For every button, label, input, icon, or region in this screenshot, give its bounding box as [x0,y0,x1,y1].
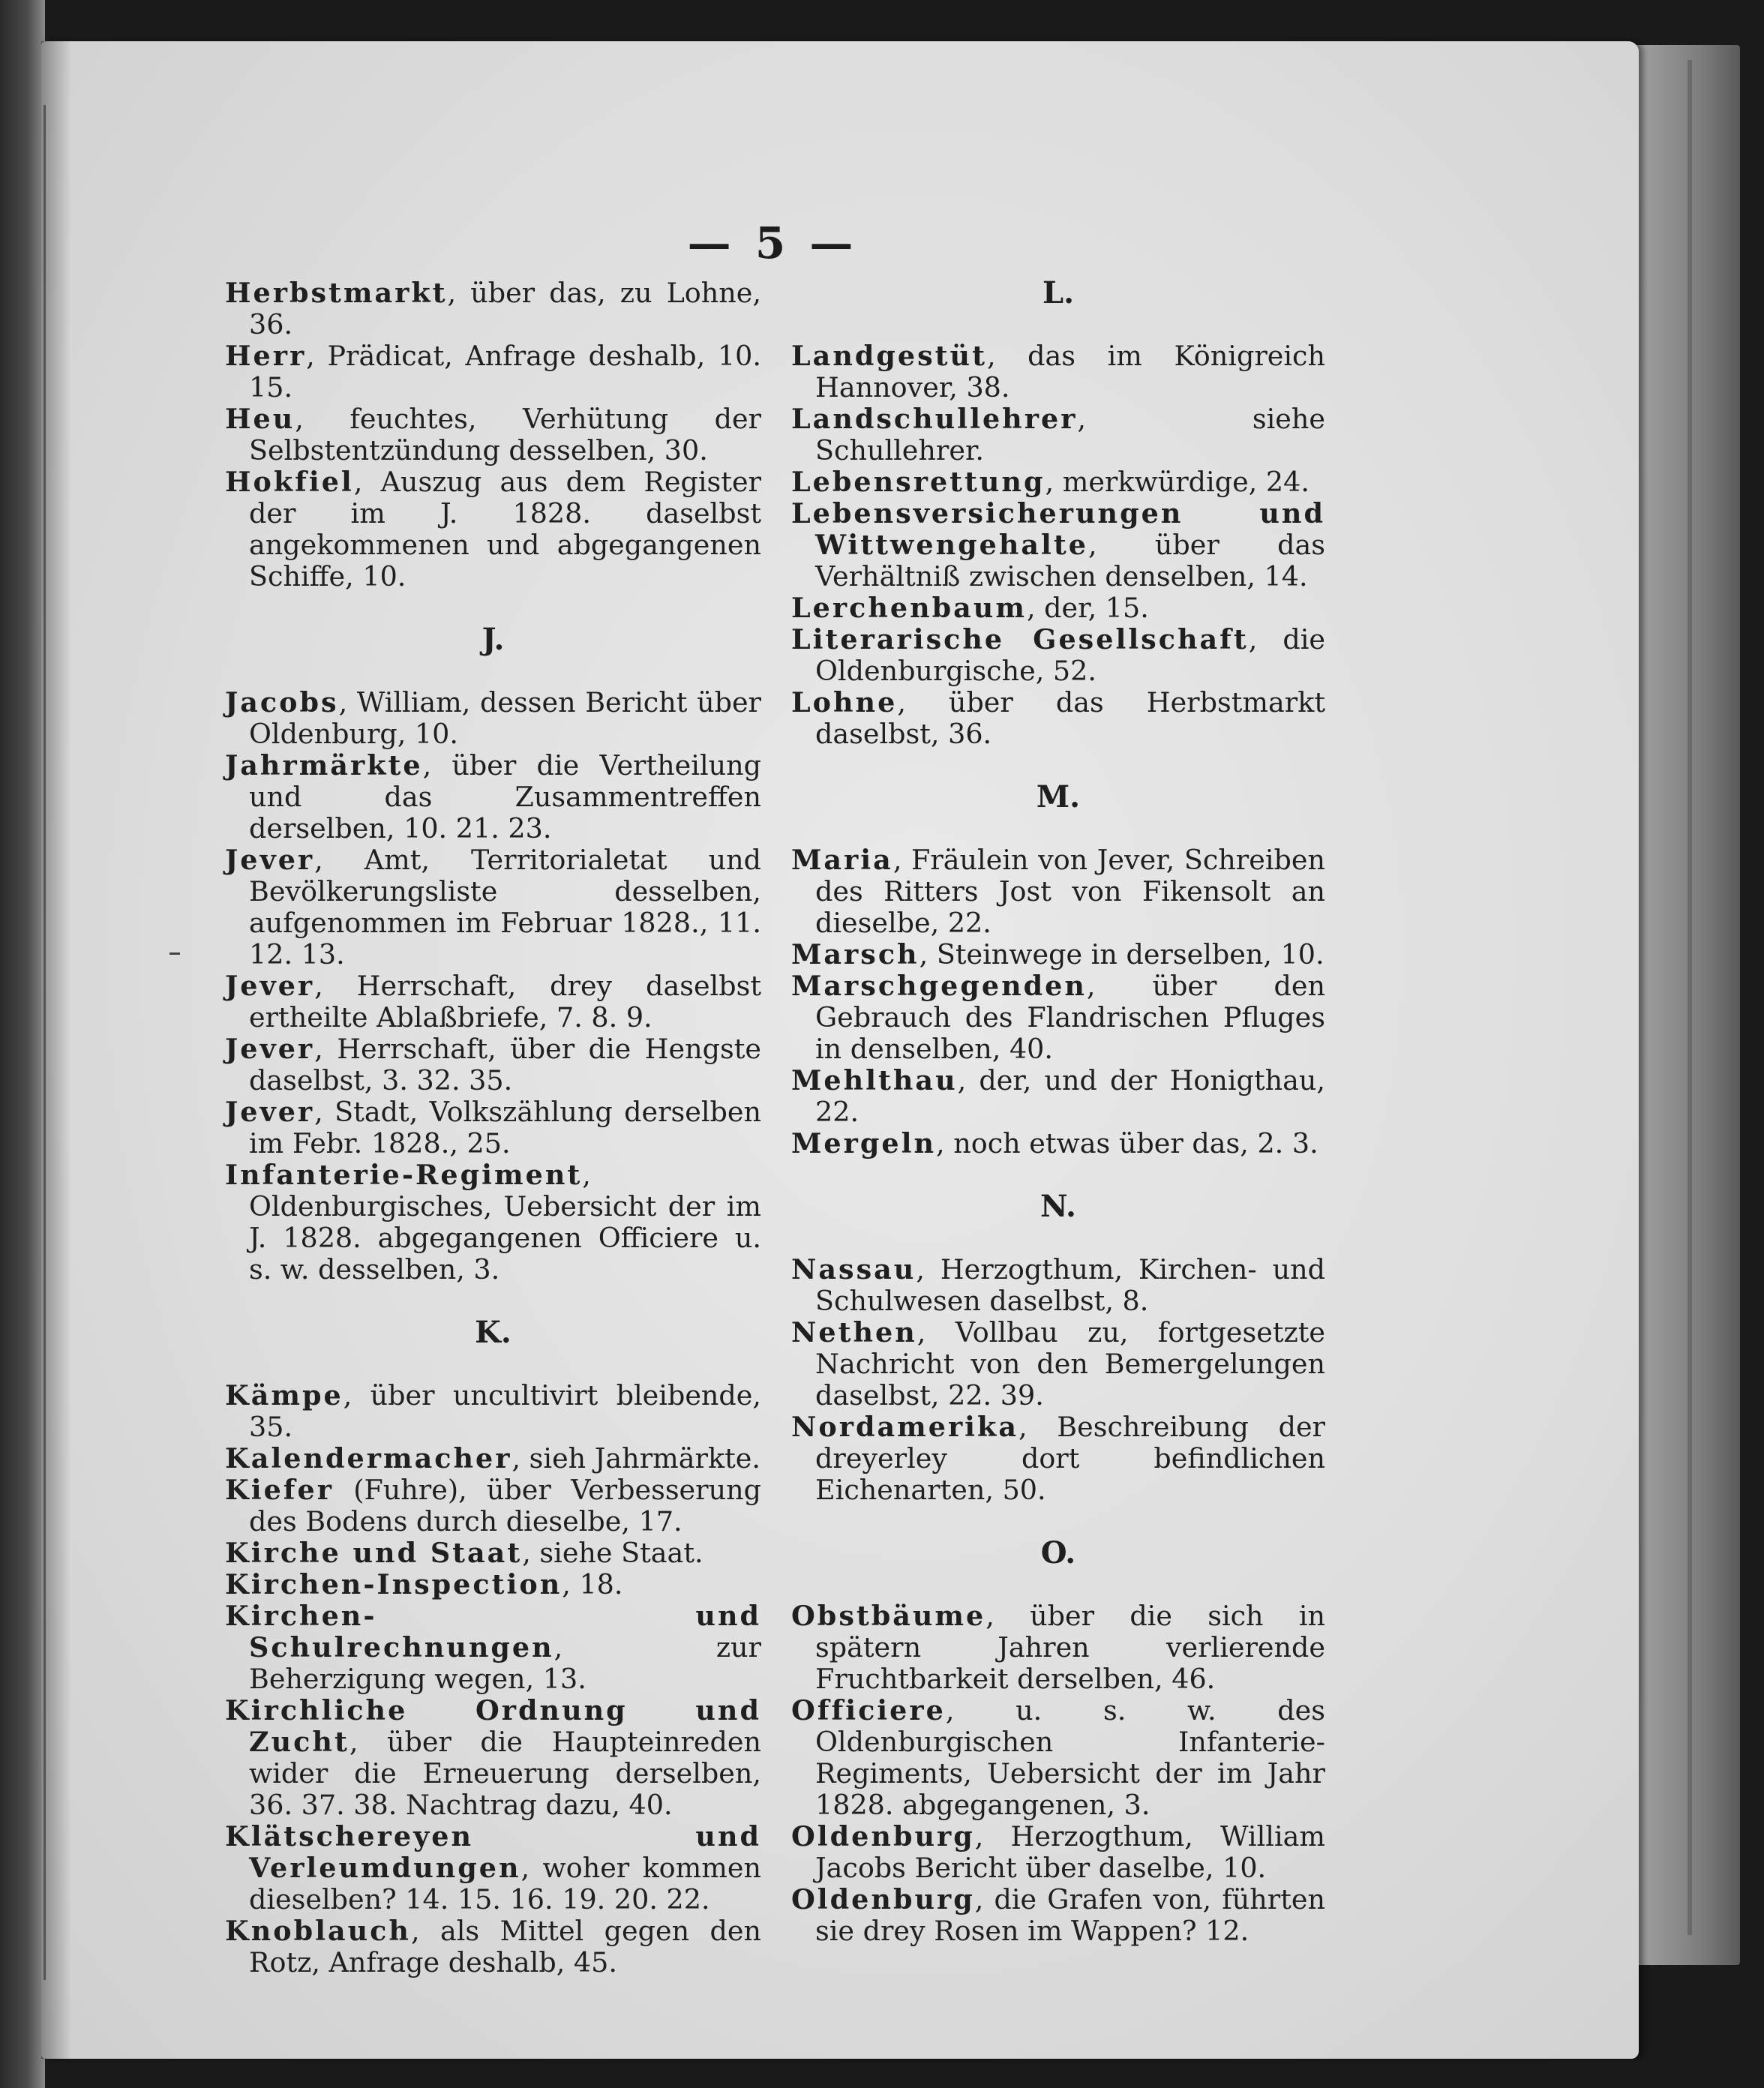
index-entry [791,592,1325,624]
entry-references: , Stadt, Volkszählung derselben im Febr. 1828., 25. [249,1096,761,1160]
section-letter: O. [1040,1535,1076,1570]
index-entry [791,1065,1325,1128]
entry-references: , der, 15. [1026,592,1149,624]
entry-keyword: Kirchen- und Schulrechnungen [225,1600,761,1664]
entry-references: , über das Herbstmarkt daselbst, 36. [815,686,1325,750]
index-entry [225,1443,761,1474]
entry-keyword: Oldenburg [791,1820,975,1852]
entry-keyword: Literarische Gesellschaft [791,623,1249,656]
index-entry [225,1096,761,1160]
entry-keyword: Lohne [791,686,898,718]
entry-references: , Steinwege in derselben, 10. [919,938,1324,970]
entry-keyword: Obstbäume [791,1600,986,1632]
entry-keyword: Infanterie-Regiment [225,1159,583,1191]
index-entry [225,340,761,404]
index-entry [225,687,761,750]
index-entry [791,340,1325,404]
entry-references: , über die sich in spätern Jahren verlierende Fruchtbarkeit derselben, 46. [815,1600,1325,1695]
index-entry [791,844,1325,939]
entry-references: , Fräulein von Jever, Schreiben des Ritters Jost von Fikensolt an dieselbe, 22. [815,844,1325,939]
entry-references: , über uncultivirt bleibende, 35. [249,1379,761,1443]
index-entry [791,1254,1325,1317]
entry-references: , über die Vertheilung und das Zusammentreffen derselben, 10. 21. 23. [249,749,761,844]
entry-references: , der, und der Honigthau, 22. [815,1064,1325,1128]
entry-references: (Fuhre), über Verbesserung des Bodens durch dieselbe, 17. [249,1474,761,1538]
index-entry [225,1034,761,1096]
entry-references: , über das, zu Lohne, 36. [249,277,761,340]
entry-keyword: Nordamerika [791,1411,1018,1443]
entry-keyword: Lerchenbaum [791,592,1027,624]
entry-keyword: Officiere [791,1694,946,1726]
entry-references: , Amt, Territorialetat und Bevölkerungsliste desselben, aufgenommen im Februar 1828., 11. 12. 13. [249,844,761,970]
entry-references: , Beschreibung der dreyerley dort befindlichen Eichenarten, 50. [815,1411,1325,1506]
entry-keyword: Hokfiel [225,466,354,498]
index-entry [791,466,1325,498]
entry-keyword: Landgestüt [791,340,987,372]
entry-references: , die Oldenburgische, 52. [815,623,1325,687]
entry-keyword: Nassau [791,1253,916,1286]
entry-keyword: Knoblauch [225,1915,411,1947]
entry-references: , merkwürdige, 24. [1045,466,1310,498]
entry-references: , Herrschaft, über die Hengste daselbst, 3. 32. 35. [249,1033,761,1096]
section-letter: N. [1040,1189,1076,1224]
entry-references: , zur Beherzigung wegen, 13. [249,1631,761,1695]
index-entry [225,1916,761,1978]
index-entry [791,687,1325,750]
index-entry [225,970,761,1034]
entry-references: , über das Verhältniß zwischen denselben, 14. [815,529,1325,592]
entry-references: , noch etwas über das, 2. 3. [936,1127,1318,1160]
entry-references: , Prädicat, Anfrage deshalb, 10. 15. [249,340,761,404]
entry-references: , über die Haupteinreden wider die Erneuerung derselben, 36. 37. 38. Nachtrag dazu, 40. [249,1726,761,1821]
index-entry [791,1128,1325,1160]
binding-line [44,105,46,1980]
entry-references: , feuchtes, Verhütung der Selbstentzündung desselben, 30. [249,403,761,466]
entry-references: , siehe Staat. [522,1537,704,1569]
entry-references: , u. s. w. des Oldenburgischen Infanterie-Regiments, Uebersicht der im Jahr 1828. abgegangenen, 3. [815,1694,1325,1821]
entry-keyword: Kiefer [225,1474,334,1506]
section-letter: K. [475,1315,512,1350]
index-entry [225,466,761,592]
binding-mark [170,952,180,955]
entry-keyword: Kirchen-Inspection [225,1568,562,1600]
entry-keyword: Kalendermacher [225,1442,512,1474]
section-letter: L. [1042,275,1075,310]
page-number: — 5 — [687,218,858,268]
entry-keyword: Heu [225,403,296,435]
section-letter: M. [1036,779,1081,814]
index-entry [225,278,761,340]
entry-references: , 18. [562,1568,623,1600]
entry-keyword: Jahrmärkte [225,749,423,782]
index-entry [225,1380,761,1443]
index-entry [225,1160,761,1286]
index-entry [791,1884,1325,1947]
entry-references: , Herzogthum, William Jacobs Bericht über daselbe, 10. [815,1820,1325,1884]
entry-references: , sieh Jahrmärkte. [512,1442,760,1474]
entry-keyword: Jever [225,1096,315,1128]
index-entry [225,1569,761,1600]
entry-keyword: Landschullehrer [791,403,1078,435]
entry-references: , als Mittel gegen den Rotz, Anfrage deshalb, 45. [249,1915,761,1978]
scan-background [0,0,45,2088]
entry-references: , William, dessen Bericht über Oldenburg, 10. [249,686,761,750]
entry-keyword: Jever [225,844,315,876]
index-entry [791,1412,1325,1506]
index-column-right [791,275,1325,1947]
index-entry [225,750,761,844]
entry-keyword: Nethen [791,1316,917,1348]
entry-references: , woher kommen dieselben? 14. 15. 16. 19. 20. 22. [249,1852,761,1916]
entry-references: , Auszug aus dem Register der im J. 1828. daselbst angekommenen und abgegangenen Schiffe, 10. [249,466,761,592]
entry-references: , das im Königreich Hannover, 38. [815,340,1325,404]
index-entry [791,498,1325,592]
entry-keyword: Jacobs [225,686,339,718]
entry-keyword: Kirche und Staat [225,1537,523,1569]
entry-keyword: Jever [225,1033,315,1065]
entry-keyword: Mehlthau [791,1064,958,1096]
entry-references: , Vollbau zu, fortgesetzte Nachricht von den Bemergelungen daselbst, 22. 39. [815,1316,1325,1412]
index-entry [791,970,1325,1065]
entry-keyword: Lebensrettung [791,466,1046,498]
entry-references: , Herrschaft, drey daselbst ertheilte Ablaßbriefe, 7. 8. 9. [249,970,761,1034]
index-entry [791,404,1325,466]
index-entry [791,1821,1325,1884]
entry-references: , Oldenburgisches, Uebersicht der im J. 1828. abgegangenen Officiere u. s. w. desselben, 3. [249,1159,761,1286]
entry-keyword: Kirchliche Ordnung und Zucht [225,1694,761,1758]
index-entry [225,1821,761,1916]
entry-references: , siehe Schullehrer. [815,403,1325,466]
entry-keyword: Lebensversicherungen und Wittwengehalte [791,497,1325,561]
index-entry [791,624,1325,687]
entry-keyword: Marsch [791,938,920,970]
index-entry [791,1695,1325,1821]
index-entry [225,844,761,970]
entry-keyword: Marschgegenden [791,970,1087,1002]
entry-references: , die Grafen von, führten sie drey Rosen im Wappen? 12. [815,1883,1325,1947]
section-letter: J. [482,622,505,657]
index-entry [225,1538,761,1569]
entry-keyword: Mergeln [791,1127,937,1160]
index-column-left [225,278,761,1978]
entry-keyword: Kämpe [225,1379,344,1412]
entry-references: , Herzogthum, Kirchen- und Schulwesen daselbst, 8. [815,1253,1325,1317]
index-entry [225,1474,761,1538]
index-entry [225,1600,761,1695]
entry-references: , über den Gebrauch des Flandrischen Pfluges in denselben, 40. [815,970,1325,1065]
entry-keyword: Herr [225,340,307,372]
page-gutter-shadow [41,41,71,2059]
index-entry [225,404,761,466]
entry-keyword: Oldenburg [791,1883,975,1916]
index-entry [791,1317,1325,1412]
index-entry [791,939,1325,970]
entry-keyword: Klätschereyen und Verleumdungen [225,1820,761,1884]
index-entry [791,1600,1325,1695]
entry-keyword: Maria [791,844,893,876]
entry-keyword: Jever [225,970,315,1002]
entry-keyword: Herbstmarkt [225,277,448,309]
index-entry [225,1695,761,1821]
